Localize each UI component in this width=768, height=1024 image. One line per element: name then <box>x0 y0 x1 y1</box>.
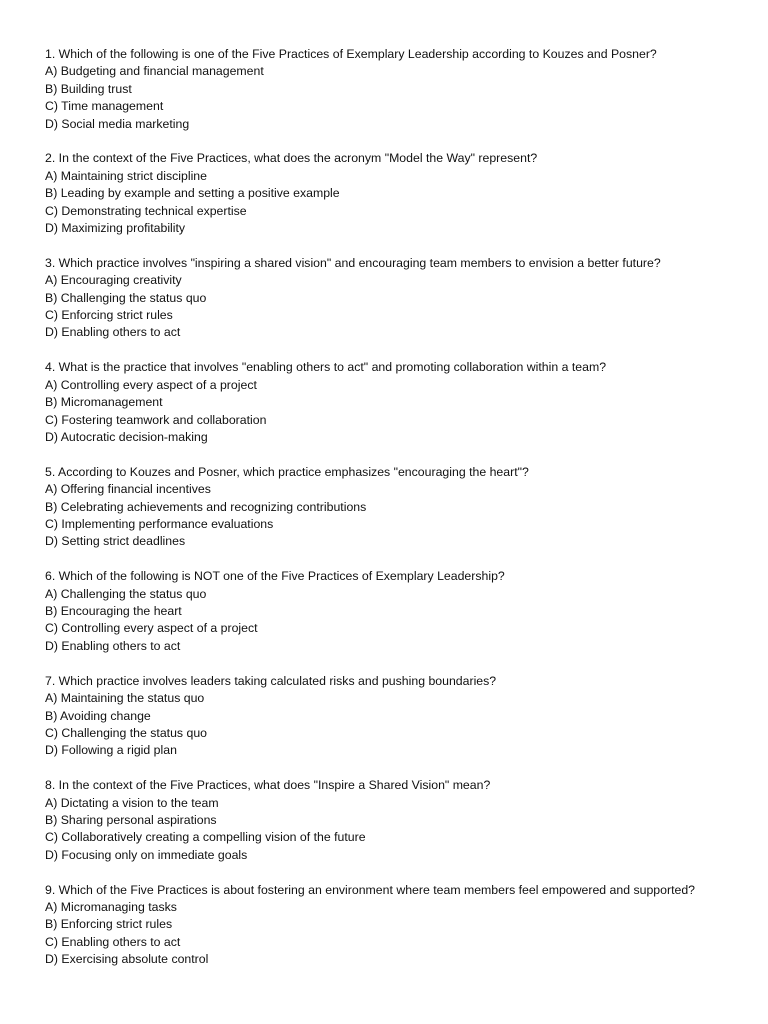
option-b: B) Challenging the status quo <box>45 290 207 305</box>
option-c: C) Time management <box>45 99 164 114</box>
question-text: 6. Which of the following is NOT one of the Five Practices of Exemplary Leadership? <box>45 569 505 584</box>
option-c: C) Challenging the status quo <box>45 725 208 740</box>
option-d: D) Enabling others to act <box>45 638 181 653</box>
question-6 <box>45 568 755 655</box>
question-7 <box>45 673 755 760</box>
option-d: D) Social media marketing <box>45 116 190 131</box>
option-c: C) Fostering teamwork and collaboration <box>45 412 267 427</box>
option-d: D) Focusing only on immediate goals <box>45 847 248 862</box>
option-a: A) Micromanaging tasks <box>45 900 177 915</box>
question-text: 8. In the context of the Five Practices, what does "Inspire a Shared Vision" mean? <box>45 778 491 793</box>
question-8 <box>45 777 755 864</box>
question-text: 3. Which practice involves "inspiring a shared vision" and encouraging team members to envision a better future? <box>45 255 661 270</box>
option-d: D) Autocratic decision-making <box>45 429 208 444</box>
option-b: B) Avoiding change <box>45 708 151 723</box>
option-a: A) Offering financial incentives <box>45 482 211 497</box>
option-a: A) Encouraging creativity <box>45 273 182 288</box>
question-text: 2. In the context of the Five Practices, what does the acronym "Model the Way" represent? <box>45 151 538 166</box>
question-text: 4. What is the practice that involves "enabling others to act" and promoting collaboration within a team? <box>45 360 607 375</box>
option-b: B) Celebrating achievements and recognizing contributions <box>45 499 367 514</box>
option-a: A) Controlling every aspect of a project <box>45 377 257 392</box>
option-d: D) Exercising absolute control <box>45 952 209 967</box>
question-5 <box>45 464 755 551</box>
option-c: C) Controlling every aspect of a project <box>45 621 258 636</box>
question-text: 1. Which of the following is one of the Five Practices of Exemplary Leadership according to Kouzes and Posner? <box>45 47 657 61</box>
option-b: B) Sharing personal aspirations <box>45 812 217 827</box>
option-b: B) Enforcing strict rules <box>45 917 173 932</box>
question-9 <box>45 882 755 969</box>
option-c: C) Implementing performance evaluations <box>45 516 274 531</box>
question-3 <box>45 255 755 342</box>
option-d: D) Setting strict deadlines <box>45 534 186 549</box>
question-4 <box>45 359 755 446</box>
option-a: A) Maintaining the status quo <box>45 691 205 706</box>
option-c: C) Demonstrating technical expertise <box>45 203 247 218</box>
option-a: A) Dictating a vision to the team <box>45 795 219 810</box>
option-a: A) Challenging the status quo <box>45 586 207 601</box>
option-c: C) Collaboratively creating a compelling vision of the future <box>45 830 366 845</box>
option-b: B) Building trust <box>45 81 132 96</box>
document-page <box>45 46 755 986</box>
question-1 <box>45 46 755 133</box>
question-text: 7. Which practice involves leaders taking calculated risks and pushing boundaries? <box>45 673 497 688</box>
option-c: C) Enforcing strict rules <box>45 308 173 323</box>
option-c: C) Enabling others to act <box>45 934 181 949</box>
option-d: D) Following a rigid plan <box>45 743 177 758</box>
option-d: D) Enabling others to act <box>45 325 181 340</box>
question-text: 5. According to Kouzes and Posner, which practice emphasizes "encouraging the heart"? <box>45 464 529 479</box>
question-2 <box>45 150 755 237</box>
option-a: A) Budgeting and financial management <box>45 64 264 79</box>
question-text: 9. Which of the Five Practices is about fostering an environment where team members feel empowered and supported? <box>45 882 696 897</box>
option-d: D) Maximizing profitability <box>45 221 186 236</box>
option-b: B) Micromanagement <box>45 395 163 410</box>
option-a: A) Maintaining strict discipline <box>45 168 207 183</box>
option-b: B) Leading by example and setting a positive example <box>45 186 340 201</box>
option-b: B) Encouraging the heart <box>45 604 182 619</box>
